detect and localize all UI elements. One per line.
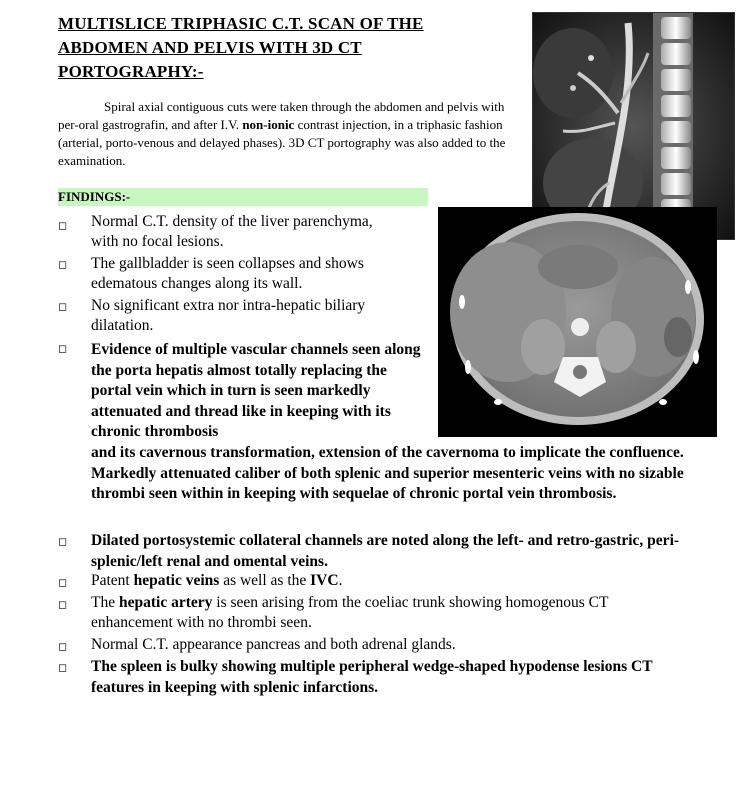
- finding-8: Normal C.T. appearance pancreas and both adrenal glands.: [91, 636, 456, 653]
- bullet-marker: ◻: [58, 535, 68, 548]
- finding-7: The hepatic artery is seen arising from the coeliac trunk showing homogenous CT enhancement with no thrombi seen.: [91, 594, 609, 631]
- finding-4: Evidence of multiple vascular channels seen along the porta hepatis almost totally replacing the portal vein which in turn is seen markedly attenuated and thread like in keeping with its chronic thrombosis: [91, 341, 421, 440]
- bullet-marker: ◻: [58, 640, 68, 653]
- finding-5: Dilated portosystemic collateral channels are noted along the left- and retro-gastric, peri-splenic/left renal and omental veins.: [91, 532, 680, 570]
- finding-6: Patent hepatic veins as well as the IVC.: [91, 572, 343, 589]
- ct-axial-image: [438, 207, 717, 437]
- finding-1: Normal C.T. density of the liver parenchyma, with no focal lesions.: [91, 213, 373, 250]
- finding-3: No significant extra nor intra-hepatic biliary dilatation.: [91, 297, 366, 334]
- report-title: MULTISLICE TRIPHASIC C.T. SCAN OF THE ABDOMEN AND PELVIS WITH 3D CT PORTOGRAPHY:-: [58, 14, 424, 81]
- bullet-marker: ◻: [58, 300, 68, 313]
- bullet-marker: ◻: [58, 576, 68, 589]
- finding-4-cont: and its cavernous transformation, extension of the cavernoma to implicate the confluence. Markedly attenuated caliber of both splenic and superior mesenteric veins with no sizable thrombi seen within in keeping with sequelae of chronic portal vein thrombosis.: [91, 444, 684, 502]
- bullet-marker: ◻: [58, 598, 68, 611]
- intro-paragraph: Spiral axial contiguous cuts were taken through the abdomen and pelvis with per-oral gastrografin, and after I.V. non-ionic contrast injection, in a triphasic fashion (arterial, porto-venous and delayed phases). 3D CT portography was also added to the examination.: [58, 99, 506, 168]
- findings-heading: FINDINGS:-: [58, 188, 428, 206]
- ct-portography-image: [532, 12, 735, 240]
- bullet-marker: ◻: [58, 342, 68, 355]
- finding-9: The spleen is bulky showing multiple peripheral wedge-shaped hypodense lesions CT features in keeping with splenic infarctions.: [91, 658, 653, 696]
- bullet-marker: ◻: [58, 258, 68, 271]
- finding-2: The gallbladder is seen collapses and shows edematous changes along its wall.: [91, 255, 364, 292]
- bullet-marker: ◻: [58, 661, 68, 674]
- bullet-marker: ◻: [58, 219, 68, 232]
